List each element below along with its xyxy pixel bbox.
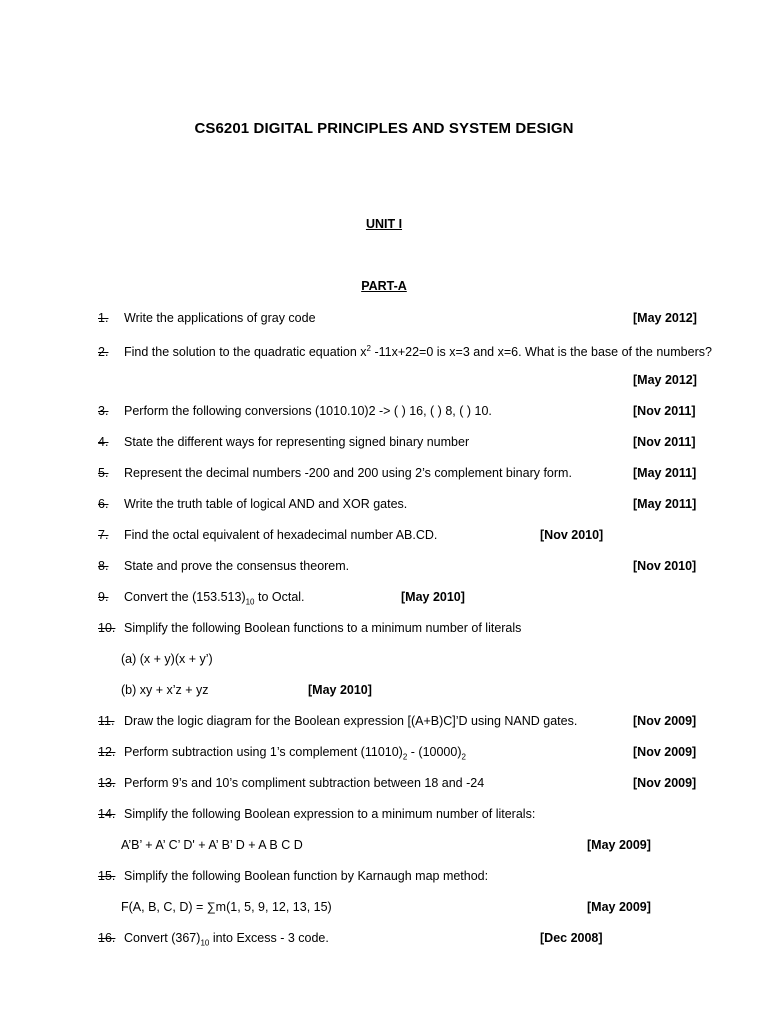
superscript: 2 bbox=[366, 344, 371, 353]
question-11-date: [Nov 2009] bbox=[633, 714, 697, 728]
question-number: 5. bbox=[98, 466, 109, 480]
document-title: CS6201 DIGITAL PRINCIPLES AND SYSTEM DESIGN bbox=[194, 120, 574, 137]
question-10-date: [May 2010] bbox=[308, 683, 372, 697]
question-3-date: [Nov 2011] bbox=[633, 404, 696, 418]
question-text-a: Find the solution to the quadratic equation x bbox=[124, 345, 367, 360]
question-16-date: [Dec 2008] bbox=[540, 931, 603, 945]
question-5-date: [May 2011] bbox=[633, 466, 697, 480]
question-number: 7. bbox=[98, 528, 109, 542]
question-8-date: [Nov 2010] bbox=[633, 559, 697, 573]
question-2-date: [May 2012] bbox=[633, 373, 697, 387]
question-text: State the different ways for representing signed binary number bbox=[124, 435, 470, 449]
question-text: Perform the following conversions (1010.10)2 -> ( ) 16, ( ) 8, ( ) 10. bbox=[124, 404, 492, 418]
unit-heading-text: UNIT I bbox=[365, 217, 403, 231]
question-text: Write the applications of gray code bbox=[124, 311, 316, 325]
question-number: 12. bbox=[98, 745, 116, 759]
unit-heading bbox=[0, 217, 768, 231]
question-text: Simplify the following Boolean function by Karnaugh map method: bbox=[124, 869, 489, 883]
question-1-date: [May 2012] bbox=[633, 311, 697, 325]
question-number: 1. bbox=[98, 311, 109, 325]
subscript: 10 bbox=[200, 938, 210, 948]
question-12-date: [Nov 2009] bbox=[633, 745, 697, 759]
question-6 bbox=[98, 496, 407, 512]
question-text-b: - (10000) bbox=[407, 745, 462, 759]
question-number: 8. bbox=[98, 559, 109, 573]
question-text-b: into Excess - 3 code. bbox=[209, 931, 329, 945]
question-1 bbox=[98, 310, 316, 326]
subscript: 10 bbox=[245, 597, 255, 607]
question-10-part-a: (a) (x + y)(x + y’) bbox=[121, 652, 213, 666]
question-text: Perform 9’s and 10’s compliment subtraction between 18 and -24 bbox=[124, 776, 485, 790]
question-text-a: Perform subtraction using 1’s complement (11010) bbox=[124, 745, 403, 759]
question-5 bbox=[98, 465, 572, 481]
question-9-date: [May 2010] bbox=[401, 590, 465, 604]
question-number: 6. bbox=[98, 497, 109, 511]
question-7 bbox=[98, 527, 437, 543]
part-heading bbox=[0, 279, 768, 293]
question-text-a: Convert the (153.513) bbox=[124, 590, 246, 604]
question-text: State and prove the consensus theorem. bbox=[124, 559, 350, 573]
question-2 bbox=[98, 341, 712, 360]
question-number: 2. bbox=[98, 345, 109, 360]
question-number: 11. bbox=[98, 714, 115, 728]
question-13 bbox=[98, 775, 484, 791]
question-text: Simplify the following Boolean expression to a minimum number of literals: bbox=[124, 807, 536, 821]
question-number: 15. bbox=[98, 869, 116, 883]
subscript: 2 bbox=[461, 752, 466, 762]
question-text-a: Convert (367) bbox=[124, 931, 201, 945]
question-text: Represent the decimal numbers -200 and 200 using 2’s complement binary form. bbox=[124, 466, 572, 480]
question-3 bbox=[98, 403, 492, 419]
question-number: 16. bbox=[98, 931, 116, 945]
question-number: 9. bbox=[98, 590, 109, 604]
question-text-b: -11x+22=0 is x=3 and x=6. What is the base of the numbers? bbox=[370, 345, 712, 360]
question-number: 3. bbox=[98, 404, 109, 418]
question-number: 13. bbox=[98, 776, 116, 790]
question-7-date: [Nov 2010] bbox=[540, 528, 604, 542]
question-4-date: [Nov 2011] bbox=[633, 435, 696, 449]
question-text: Write the truth table of logical AND and XOR gates. bbox=[124, 497, 408, 511]
question-15-date: [May 2009] bbox=[587, 900, 651, 914]
question-4 bbox=[98, 434, 469, 450]
question-text: Find the octal equivalent of hexadecimal number AB.CD. bbox=[124, 528, 438, 542]
question-8 bbox=[98, 558, 349, 574]
question-text: Simplify the following Boolean functions to a minimum number of literals bbox=[124, 621, 522, 635]
question-13-date: [Nov 2009] bbox=[633, 776, 697, 790]
question-number: 10. bbox=[98, 621, 116, 635]
question-10 bbox=[98, 620, 521, 636]
question-9 bbox=[98, 589, 305, 611]
part-heading-text: PART-A bbox=[361, 279, 407, 293]
subscript: 2 bbox=[402, 752, 408, 762]
question-14-expression: A’B’ + A’ C’ D' + A’ B’ D + A B C D bbox=[121, 838, 303, 852]
question-16 bbox=[98, 930, 329, 952]
question-14 bbox=[98, 806, 535, 822]
question-14-date: [May 2009] bbox=[587, 838, 651, 852]
question-text-b: to Octal. bbox=[254, 590, 305, 604]
question-text: Draw the logic diagram for the Boolean expression [(A+B)C]’D using NAND gates. bbox=[124, 714, 578, 728]
question-number: 14. bbox=[98, 807, 116, 821]
question-10-part-b: (b) xy + x’z + yz bbox=[121, 683, 209, 697]
question-6-date: [May 2011] bbox=[633, 497, 697, 511]
question-15-expression: F(A, B, C, D) = ∑m(1, 5, 9, 12, 13, 15) bbox=[121, 900, 332, 914]
question-11 bbox=[98, 713, 577, 729]
question-15 bbox=[98, 868, 488, 884]
question-number: 4. bbox=[98, 435, 109, 449]
question-12 bbox=[98, 744, 466, 766]
